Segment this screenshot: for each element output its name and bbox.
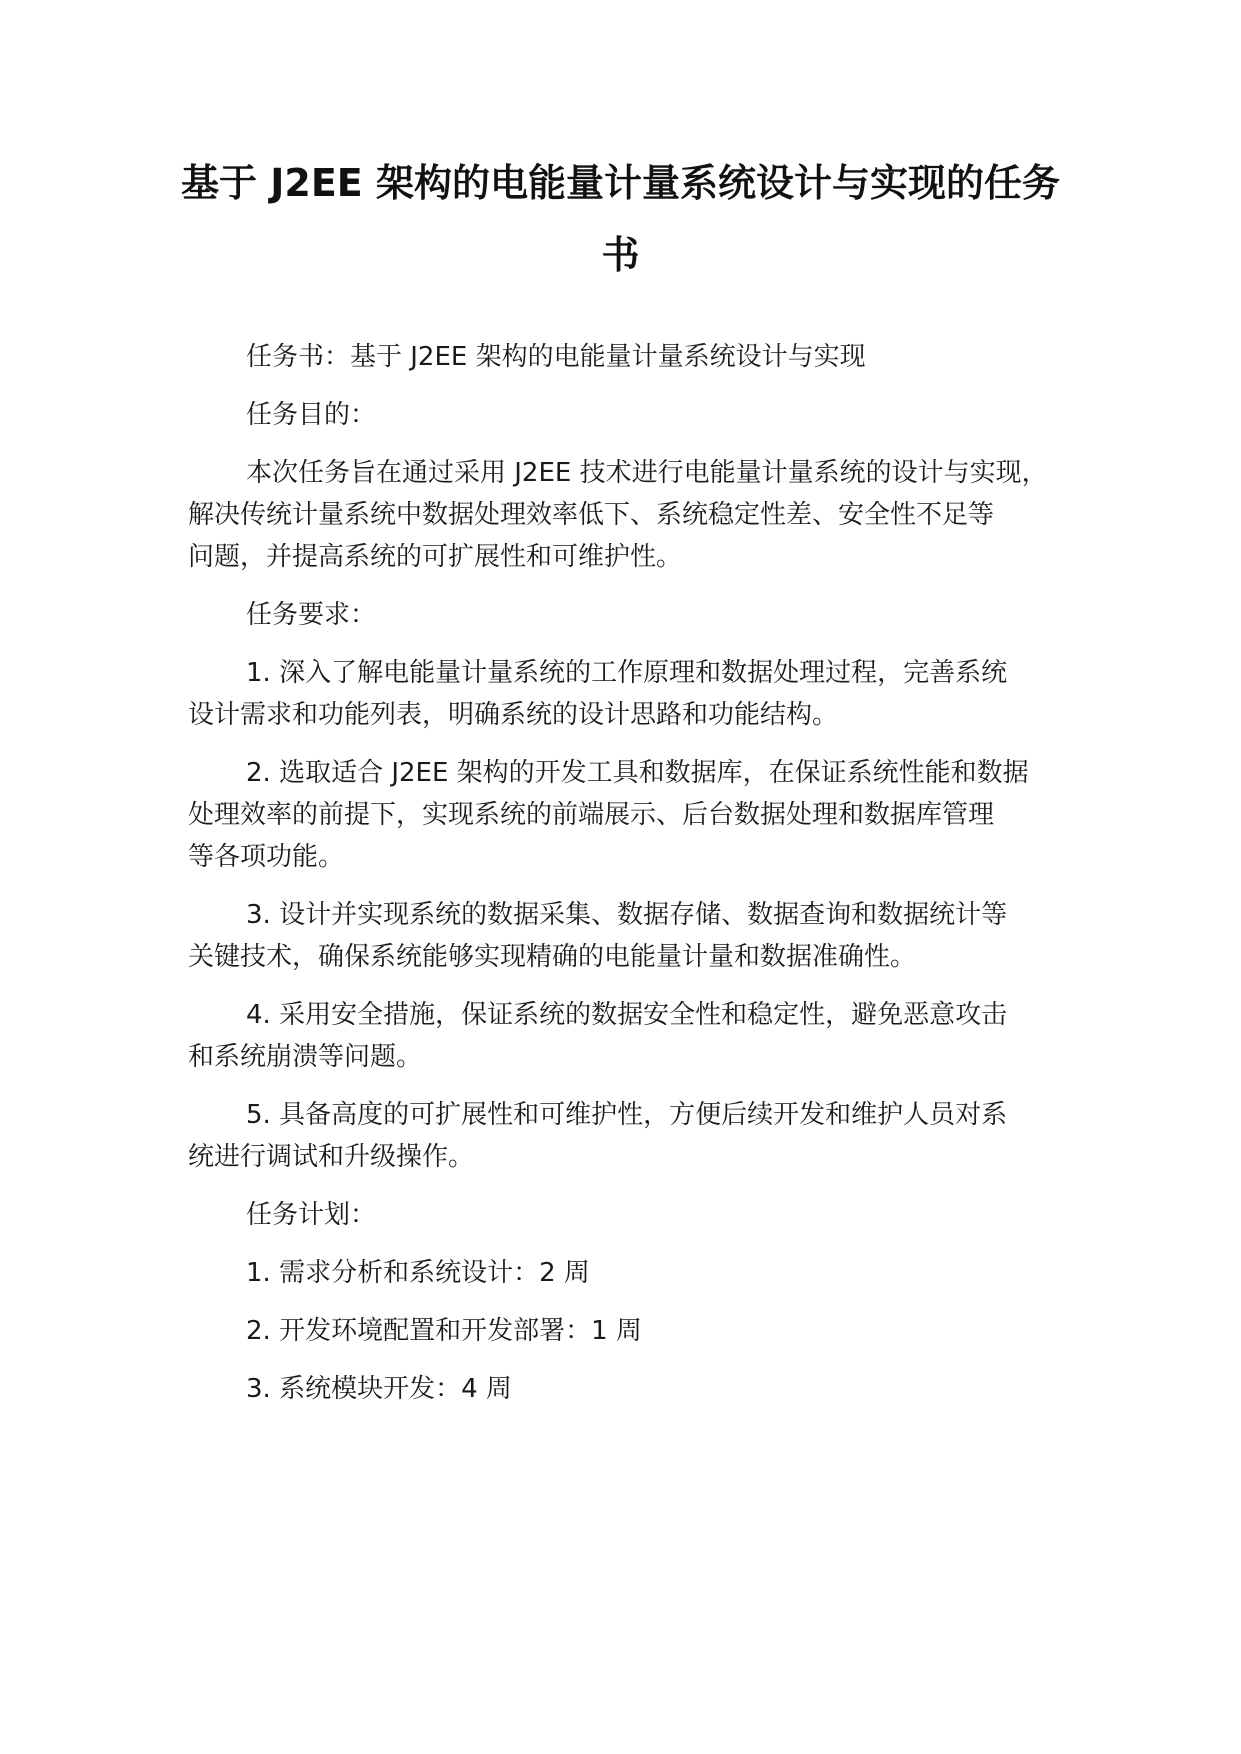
requirement-line: 处理效率的前提下，实现系统的前端展示、后台数据处理和数据库管理: [188, 800, 995, 830]
requirement-line: 3. 设计并实现系统的数据采集、数据存储、数据查询和数据统计等: [246, 900, 1008, 930]
requirement-line: 关键技术，确保系统能够实现精确的电能量计量和数据准确性。: [188, 942, 917, 972]
plan-heading: 任务计划：: [246, 1200, 377, 1230]
plan-item: 1. 需求分析和系统设计：2 周: [246, 1258, 590, 1288]
purpose-heading: 任务目的：: [246, 400, 377, 430]
document-title-line-1: 基于 J2EE 架构的电能量计量系统设计与实现的任务: [181, 161, 1060, 205]
plan-item: 3. 系统模块开发：4 周: [246, 1374, 512, 1404]
requirement-line: 等各项功能。: [188, 842, 345, 872]
requirement-line: 5. 具备高度的可扩展性和可维护性，方便后续开发和维护人员对系: [246, 1100, 1008, 1130]
requirement-line: 1. 深入了解电能量计量系统的工作原理和数据处理过程，完善系统: [246, 658, 1008, 688]
purpose-line: 本次任务旨在通过采用 J2EE 技术进行电能量计量系统的设计与实现，: [246, 458, 1048, 488]
requirements-heading: 任务要求：: [246, 600, 377, 630]
requirement-line: 统进行调试和升级操作。: [188, 1142, 475, 1172]
requirement-line: 设计需求和功能列表，明确系统的设计思路和功能结构。: [188, 700, 839, 730]
plan-item: 2. 开发环境配置和开发部署：1 周: [246, 1316, 642, 1346]
requirement-line: 和系统崩溃等问题。: [188, 1042, 423, 1072]
subtitle: 任务书：基于 J2EE 架构的电能量计量系统设计与实现: [246, 342, 866, 372]
requirement-line: 2. 选取适合 J2EE 架构的开发工具和数据库，在保证系统性能和数据: [246, 758, 1029, 788]
purpose-line: 问题，并提高系统的可扩展性和可维护性。: [188, 542, 683, 572]
document-title-line-2: 书: [601, 233, 640, 277]
requirement-line: 4. 采用安全措施，保证系统的数据安全性和稳定性，避免恶意攻击: [246, 1000, 1008, 1030]
purpose-line: 解决传统计量系统中数据处理效率低下、系统稳定性差、安全性不足等: [188, 500, 995, 530]
